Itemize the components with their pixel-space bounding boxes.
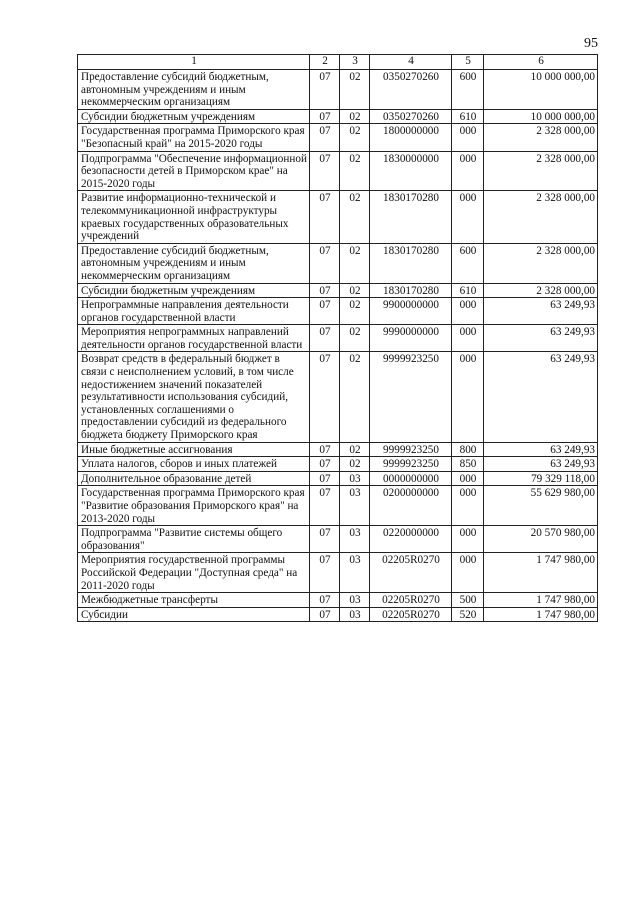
table-row	[78, 325, 598, 352]
row-expense-type: 000	[452, 124, 484, 151]
row-amount: 63 249,93	[484, 442, 598, 457]
row-amount: 63 249,93	[484, 325, 598, 352]
table-row	[78, 607, 598, 622]
row-expense-type: 600	[452, 243, 484, 283]
row-expense-type: 000	[452, 352, 484, 442]
row-name: Межбюджетные трансферты	[78, 593, 310, 608]
table-row	[78, 151, 598, 191]
table-row	[78, 283, 598, 298]
row-article: 1800000000	[370, 124, 452, 151]
row-article: 02205R0270	[370, 553, 452, 593]
row-expense-type: 610	[452, 283, 484, 298]
row-subsection: 02	[340, 283, 370, 298]
row-article: 9999923250	[370, 442, 452, 457]
row-section: 07	[310, 283, 340, 298]
row-section: 07	[310, 124, 340, 151]
row-expense-type: 000	[452, 526, 484, 553]
row-subsection: 02	[340, 151, 370, 191]
row-section: 07	[310, 607, 340, 622]
row-article: 02205R0270	[370, 593, 452, 608]
row-article: 1830170280	[370, 191, 452, 243]
row-expense-type: 600	[452, 70, 484, 110]
row-article: 02205R0270	[370, 607, 452, 622]
row-section: 07	[310, 243, 340, 283]
row-expense-type: 000	[452, 191, 484, 243]
row-amount: 55 629 980,00	[484, 486, 598, 526]
header-col-1: 1	[78, 55, 310, 70]
table-row	[78, 553, 598, 593]
row-amount: 63 249,93	[484, 352, 598, 442]
row-amount: 1 747 980,00	[484, 553, 598, 593]
row-subsection: 02	[340, 457, 370, 472]
row-subsection: 03	[340, 607, 370, 622]
row-expense-type: 000	[452, 151, 484, 191]
table-row	[78, 457, 598, 472]
table-row	[78, 593, 598, 608]
row-subsection: 03	[340, 526, 370, 553]
row-amount: 2 328 000,00	[484, 191, 598, 243]
table-row	[78, 298, 598, 325]
row-section: 07	[310, 442, 340, 457]
table-row	[78, 352, 598, 442]
row-article: 9990000000	[370, 325, 452, 352]
table-row	[78, 442, 598, 457]
row-name: Возврат средств в федеральный бюджет в связи с неисполнением условий, в том числе недостижением значений показателей результативности использования субсидий, установленных соглашениями о предоставлении субсидий из федерального бюджета бюджету Приморского края	[78, 352, 310, 442]
row-article: 0000000000	[370, 471, 452, 486]
row-section: 07	[310, 553, 340, 593]
row-section: 07	[310, 593, 340, 608]
row-section: 07	[310, 109, 340, 124]
row-subsection: 02	[340, 325, 370, 352]
row-section: 07	[310, 325, 340, 352]
row-amount: 79 329 118,00	[484, 471, 598, 486]
row-name: Субсидии бюджетным учреждениям	[78, 283, 310, 298]
row-name: Иные бюджетные ассигнования	[78, 442, 310, 457]
row-section: 07	[310, 471, 340, 486]
row-section: 07	[310, 298, 340, 325]
row-subsection: 02	[340, 442, 370, 457]
row-name: Подпрограмма "Развитие системы общего образования"	[78, 526, 310, 553]
header-col-6: 6	[484, 55, 598, 70]
row-amount: 2 328 000,00	[484, 243, 598, 283]
row-section: 07	[310, 191, 340, 243]
row-name: Субсидии бюджетным учреждениям	[78, 109, 310, 124]
row-expense-type: 610	[452, 109, 484, 124]
table-row	[78, 191, 598, 243]
table-row	[78, 70, 598, 110]
row-name: Подпрограмма "Обеспечение информационной безопасности детей в Приморском крае" на 2015-2020 годы	[78, 151, 310, 191]
row-article: 9999923250	[370, 352, 452, 442]
row-expense-type: 850	[452, 457, 484, 472]
header-col-2: 2	[310, 55, 340, 70]
row-section: 07	[310, 486, 340, 526]
row-name: Государственная программа Приморского края "Безопасный край" на 2015-2020 годы	[78, 124, 310, 151]
row-subsection: 03	[340, 553, 370, 593]
row-section: 07	[310, 526, 340, 553]
table-row	[78, 526, 598, 553]
table-row	[78, 109, 598, 124]
header-col-5: 5	[452, 55, 484, 70]
row-name: Мероприятия непрограммных направлений деятельности органов государственной власти	[78, 325, 310, 352]
row-amount: 63 249,93	[484, 457, 598, 472]
row-expense-type: 000	[452, 471, 484, 486]
row-expense-type: 000	[452, 486, 484, 526]
row-section: 07	[310, 70, 340, 110]
row-expense-type: 000	[452, 553, 484, 593]
row-subsection: 03	[340, 593, 370, 608]
row-subsection: 02	[340, 70, 370, 110]
header-row	[78, 55, 598, 70]
header-col-3: 3	[340, 55, 370, 70]
row-expense-type: 520	[452, 607, 484, 622]
row-article: 0220000000	[370, 526, 452, 553]
header-col-4: 4	[370, 55, 452, 70]
row-subsection: 03	[340, 471, 370, 486]
table-row	[78, 471, 598, 486]
table-row	[78, 486, 598, 526]
row-article: 1830170280	[370, 243, 452, 283]
row-expense-type: 000	[452, 298, 484, 325]
row-amount: 1 747 980,00	[484, 593, 598, 608]
row-subsection: 02	[340, 298, 370, 325]
row-amount: 20 570 980,00	[484, 526, 598, 553]
table-row	[78, 124, 598, 151]
row-article: 0200000000	[370, 486, 452, 526]
row-name: Уплата налогов, сборов и иных платежей	[78, 457, 310, 472]
row-name: Развитие информационно-технической и телекоммуникационной инфраструктуры краевых государственных образовательных учреждений	[78, 191, 310, 243]
row-name: Непрограммные направления деятельности органов государственной власти	[78, 298, 310, 325]
row-name: Субсидии	[78, 607, 310, 622]
row-expense-type: 800	[452, 442, 484, 457]
row-expense-type: 500	[452, 593, 484, 608]
row-subsection: 03	[340, 486, 370, 526]
row-section: 07	[310, 151, 340, 191]
row-name: Предоставление субсидий бюджетным, автономным учреждениям и иным некоммерческим организациям	[78, 70, 310, 110]
budget-table	[77, 54, 598, 622]
row-name: Предоставление субсидий бюджетным, автономным учреждениям и иным некоммерческим организациям	[78, 243, 310, 283]
row-article: 0350270260	[370, 70, 452, 110]
row-article: 1830000000	[370, 151, 452, 191]
row-amount: 2 328 000,00	[484, 283, 598, 298]
row-name: Государственная программа Приморского края "Развитие образования Приморского края" на 2013-2020 годы	[78, 486, 310, 526]
row-amount: 10 000 000,00	[484, 70, 598, 110]
row-article: 9999923250	[370, 457, 452, 472]
row-expense-type: 000	[452, 325, 484, 352]
row-subsection: 02	[340, 109, 370, 124]
row-article: 1830170280	[370, 283, 452, 298]
row-amount: 2 328 000,00	[484, 151, 598, 191]
table-row	[78, 243, 598, 283]
row-amount: 1 747 980,00	[484, 607, 598, 622]
row-amount: 63 249,93	[484, 298, 598, 325]
row-subsection: 02	[340, 124, 370, 151]
row-article: 0350270260	[370, 109, 452, 124]
row-name: Мероприятия государственной программы Российской Федерации "Доступная среда" на 2011-2020 годы	[78, 553, 310, 593]
row-amount: 10 000 000,00	[484, 109, 598, 124]
row-amount: 2 328 000,00	[484, 124, 598, 151]
row-section: 07	[310, 352, 340, 442]
row-subsection: 02	[340, 243, 370, 283]
page-number: 95	[584, 36, 598, 51]
row-subsection: 02	[340, 352, 370, 442]
row-article: 9900000000	[370, 298, 452, 325]
row-name: Дополнительное образование детей	[78, 471, 310, 486]
row-subsection: 02	[340, 191, 370, 243]
row-section: 07	[310, 457, 340, 472]
